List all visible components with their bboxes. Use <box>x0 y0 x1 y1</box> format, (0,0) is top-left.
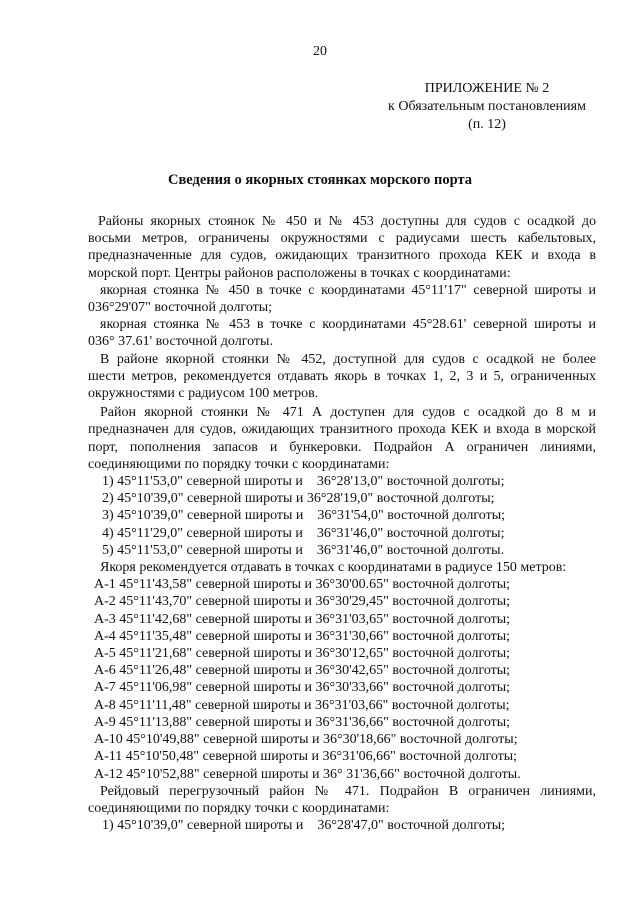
anchor-point: А-12 45°10'52,88" северной широты и 36° 31'36,66" восточной долготы. <box>94 766 521 782</box>
paragraph-line: В районе якорной стоянки № 452, доступной для судов с осадкой не более <box>100 351 596 367</box>
coordinate-point: 3) 45°10'39,0" северной широты и 36°31'54,0" восточной долготы; <box>102 508 505 524</box>
paragraph-line: соединяющими по порядку точки с координатами: <box>88 456 390 472</box>
appendix-clause: (п. 12) <box>468 117 506 132</box>
coordinate-point: 1) 45°11'53,0" северной широты и 36°28'13,0" восточной долготы; <box>102 474 505 490</box>
paragraph-line: восьми метров, ограничены окружностями с радиусами шесть кабельтовых, <box>88 231 596 247</box>
document-title: Сведения о якорных стоянках морского порта <box>167 172 473 188</box>
anchor-point: А-4 45°11'35,48" северной широты и 36°31'30,66" восточной долготы; <box>94 628 511 644</box>
paragraph-line: порт, пополнения запасов и бункеровки. Подрайон А ограничен линиями, <box>88 439 596 455</box>
paragraph-line: Район якорной стоянки № 471 А доступен для судов с осадкой до 8 м и <box>100 405 596 421</box>
appendix-reference: к Обязательным постановлениям <box>388 99 586 114</box>
coordinate-point: 4) 45°11'29,0" северной широты и 36°31'46,0" восточной долготы; <box>102 525 505 541</box>
paragraph-line: окружностями с радиусом 100 метров. <box>88 386 319 402</box>
paragraph-line: якорная стоянка № 453 в точке с координатами 45°28.61' северной широты и <box>100 317 596 333</box>
paragraph-line: соединяющими по порядку точки с координатами: <box>88 800 390 816</box>
paragraph-line: шести метров, рекомендуется отдавать якорь в точках 1, 2, 3 и 5, ограниченных <box>88 368 596 384</box>
coordinate-point: 1) 45°10'39,0" северной широты и 36°28'47,0" восточной долготы; <box>102 818 505 834</box>
anchor-point: А-8 45°11'11,48" северной широты и 36°31'03,66" восточной долготы; <box>94 697 510 713</box>
paragraph-line: якорная стоянка № 450 в точке с координатами 45°11'17" северной широты и <box>100 282 596 298</box>
paragraph-line: предназначенные для судов, ожидающих транзитного прохода КЕК и входа в <box>88 248 596 264</box>
anchor-point: А-2 45°11'43,70" северной широты и 36°30'29,45" восточной долготы; <box>94 594 511 610</box>
paragraph-line: Районы якорных стоянок № 450 и № 453 доступны для судов с осадкой до <box>98 214 596 229</box>
document-body <box>88 213 596 834</box>
paragraph-line: морской порт. Центры районов расположены в точках с координатами: <box>88 265 511 281</box>
anchor-point: А-1 45°11'43,58" северной широты и 36°30'00.65" восточной долготы; <box>94 577 511 593</box>
coordinate-point: 2) 45°10'39,0" северной широты и 36°28'19,0" восточной долготы; <box>102 491 495 507</box>
paragraph-line: Рейдовый перегрузочный район № 471. Подрайон В ограничен линиями, <box>100 783 596 799</box>
anchors-intro: Якоря рекомендуется отдавать в точках с координатами в радиусе 150 метров: <box>100 560 567 576</box>
coordinate-point: 5) 45°11'53,0" северной широты и 36°31'46,0" восточной долготы. <box>102 542 505 558</box>
appendix-header <box>342 80 632 134</box>
paragraph-line: 036° 37.61' восточной долготы. <box>88 334 273 350</box>
appendix-title: ПРИЛОЖЕНИЕ № 2 <box>424 81 550 96</box>
anchor-point: А-6 45°11'26,48" северной широты и 36°30'42,65" восточной долготы; <box>94 663 511 679</box>
anchor-point: А-7 45°11'06,98" северной широты и 36°30'33,66" восточной долготы; <box>94 680 511 696</box>
page-number: 20 <box>313 44 327 59</box>
anchor-point: А-9 45°11'13,88" северной широты и 36°31'36,66" восточной долготы; <box>94 714 511 730</box>
anchor-point: А-11 45°10'50,48" северной широты и 36°31'06,66" восточной долготы; <box>94 749 518 765</box>
anchor-point: А-10 45°10'49,88" северной широты и 36°30'18,66" восточной долготы; <box>94 732 518 748</box>
paragraph-line: предназначен для судов, ожидающих транзитного прохода КЕК и входа в морской <box>88 422 596 438</box>
paragraph-line: 036°29'07" восточной долготы; <box>88 300 273 316</box>
anchor-point: А-5 45°11'21,68" северной широты и 36°30'12,65" восточной долготы; <box>94 646 511 662</box>
anchor-point: А-3 45°11'42,68" северной широты и 36°31'03,65" восточной долготы; <box>94 611 511 627</box>
